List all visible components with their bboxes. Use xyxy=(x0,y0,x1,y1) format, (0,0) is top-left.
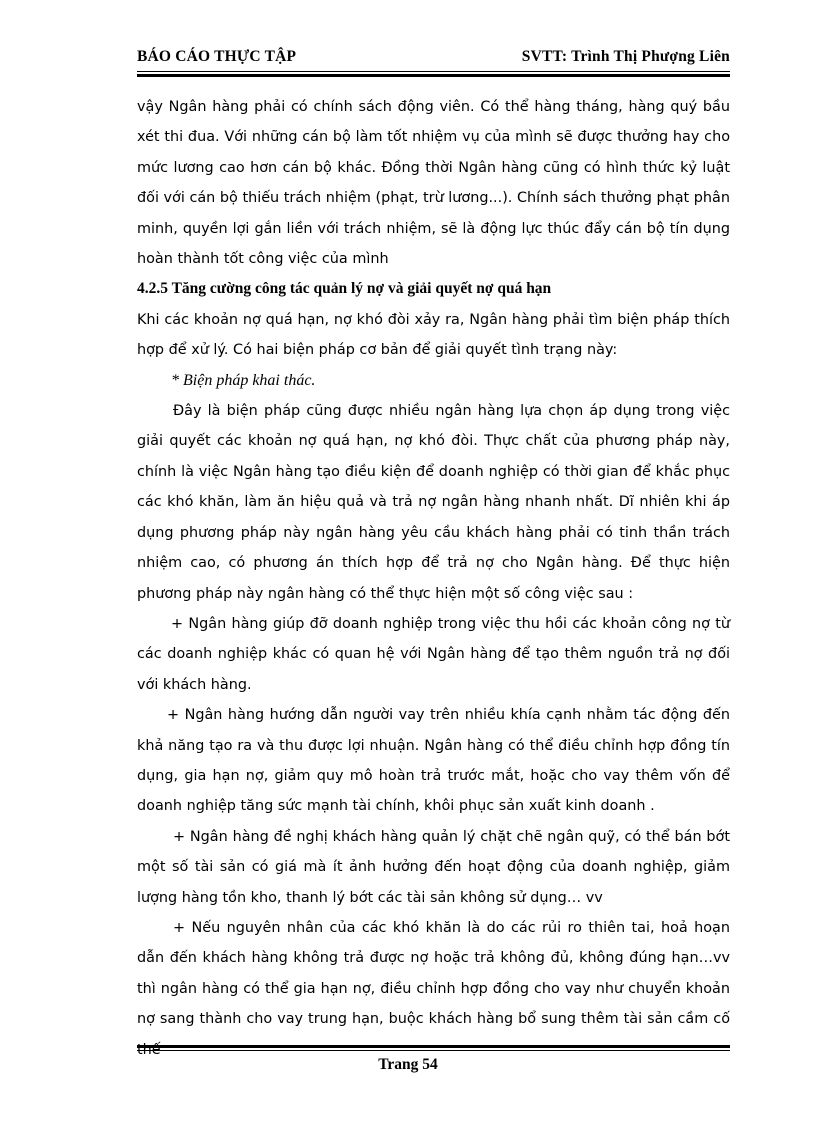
page-number: Trang 54 xyxy=(378,1056,438,1073)
header-rule-thick xyxy=(137,74,730,77)
paragraph: Đây là biện pháp cũng được nhiều ngân hàng lựa chọn áp dụng trong việc giải quyết các khoản nợ quá hạn, nợ khó đòi. Thực chất của phương pháp này, chính là việc Ngân hàng tạo điều kiện để doanh nghiệp có thời gian để khắc phục các khó khăn, làm ăn hiệu quả và trả nợ ngân hàng nhanh nhất. Dĩ nhiên khi áp dụng phương pháp này ngân hàng yêu cầu khách hàng phải có tinh thần trách nhiệm cao, có phương án thích hợp để trả nợ cho Ngân hàng. Để thực hiện phương pháp này ngân hàng có thể thực hiện một số công việc sau : xyxy=(137,403,730,602)
document-body xyxy=(137,92,730,1065)
report-title: BÁO CÁO THỰC TẬP xyxy=(137,48,297,65)
list-item: + Ngân hàng hướng dẫn người vay trên nhiều khía cạnh nhằm tác động đến khả năng tạo ra và thu được lợi nhuận. Ngân hàng có thể điều chỉnh hợp đồng tín dụng, gia hạn nợ, giảm quy mô hoàn trả trước mắt, hoặc cho vay thêm vốn để doanh nghiệp tăng sức mạnh tài chính, khôi phục sản xuất kinh doanh . xyxy=(137,707,730,815)
list-item: + Ngân hàng đề nghị khách hàng quản lý chặt chẽ ngân quỹ, có thể bán bớt một số tài sản có giá mà ít ảnh hưởng đến hoạt động của doanh nghiệp, giảm lượng hàng tồn kho, thanh lý bớt các tài sản không sử dụng… vv xyxy=(137,828,730,906)
subheading: * Biện pháp khai thác. xyxy=(171,371,316,389)
student-name: SVTT: Trình Thị Phượng Liên xyxy=(521,48,730,65)
list-item: + Ngân hàng giúp đỡ doanh nghiệp trong việc thu hồi các khoản công nợ từ các doanh nghiệp khác có quan hệ với Ngân hàng để tạo thêm nguồn trả nợ đối với khách hàng. xyxy=(137,615,730,693)
footer-rule xyxy=(137,1050,730,1051)
page-header xyxy=(137,48,730,72)
list-item: + Nếu nguyên nhân của các khó khăn là do các rủi ro thiên tai, hoả hoạn dẫn đến khách hàng không trả được nợ hoặc trả không đủ, không đúng hạn…vv thì ngân hàng có thể gia hạn nợ, điều chỉnh hợp đồng cho vay như chuyển khoản nợ sang thành cho vay trung hạn, buộc khách hàng bổ sung thêm tài sản cầm cố xyxy=(137,919,730,1028)
paragraph: Khi các khoản nợ quá hạn, nợ khó đòi xảy ra, Ngân hàng phải tìm biện pháp thích hợp để xử lý. Có hai biện pháp cơ bản để giải quyết tình trạng này: xyxy=(137,311,730,359)
paragraph: vậy Ngân hàng phải có chính sách động viên. Có thể hàng tháng, hàng quý bầu xét thi đua. Với những cán bộ làm tốt nhiệm vụ của mình sẽ được thưởng hay cho mức lương cao hơn cán bộ khác. Đồng thời Ngân hàng cũng có hình thức kỷ luật đối với cán bộ thiếu trách nhiệm (phạt, trừ lương...). Chính sách thưởng phạt phân minh, quyền lợi gắn liền với trách nhiệm, sẽ là động lực thúc đẩy cán bộ tín dụng hoàn thành tốt công việc của mình xyxy=(137,99,730,268)
header-rule xyxy=(137,71,730,72)
section-heading: 4.2.5 Tăng cường công tác quản lý nợ và giải quyết nợ quá hạn xyxy=(137,280,552,298)
footer-rule-thick xyxy=(137,1045,730,1048)
